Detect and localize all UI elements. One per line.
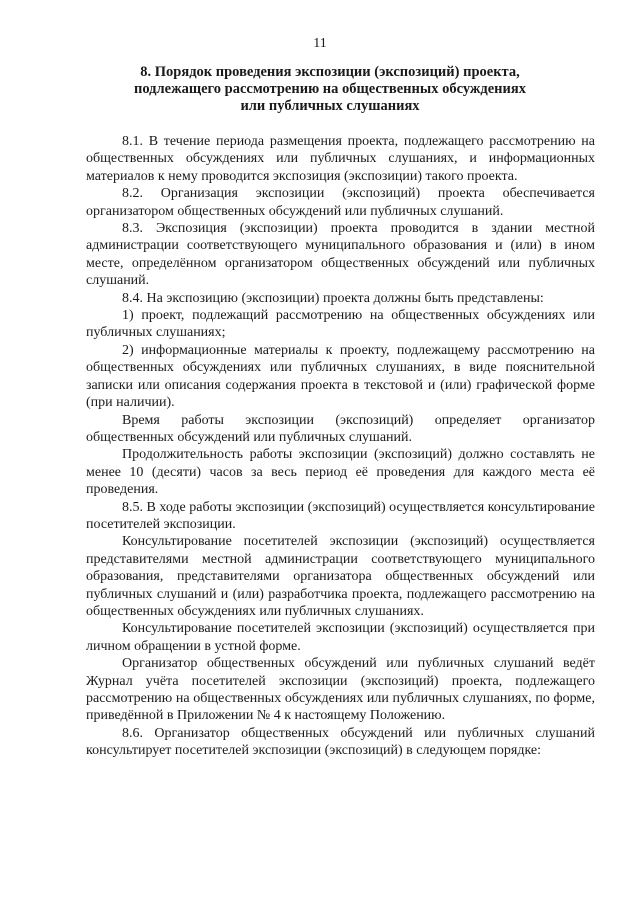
paragraph-work-time: Время работы экспозиции (экспозиций) определяет организатор общественных обсуждений или публичных слушаний. xyxy=(86,412,595,445)
page-number: 11 xyxy=(313,36,327,51)
paragraph-consulting-who: Консультирование посетителей экспозиции (экспозиций) осуществляется представителями местной администрации соответствующего муниципального образования, представителями организатора общественных обсуждений или публичных слушаний и (или) разработчика проекта, подлежащего рассмотрению на общественных обсуждениях или публичных слушаниях. xyxy=(86,534,595,619)
paragraph-8-3: 8.3. Экспозиция (экспозиции) проекта проводится в здании местной администрации соответствующего муниципального образования и (или) в ином месте, определённом организатором общественных обсуждений или публичных слушаний. xyxy=(86,221,595,289)
section-title-line: или публичных слушаниях xyxy=(240,98,420,114)
paragraph-consulting-form: Консультирование посетителей экспозиции (экспозиций) осуществляется при личном обращении в устной форме. xyxy=(86,621,595,654)
paragraph-8-1: 8.1. В течение периода размещения проекта, подлежащего рассмотрению на общественных обсуждениях или публичных слушаниях, и информационных материалов к нему проводится экспозиция (экспозиции) такого проекта. xyxy=(86,134,595,184)
list-item-2: 2) информационные материалы к проекту, подлежащему рассмотрению на общественных обсуждениях или публичных слушаниях, в виде пояснительной записки или описания содержания проекта в текстовой и (или) графической форме (при наличии). xyxy=(86,342,595,411)
paragraph-8-4: 8.4. На экспозицию (экспозиции) проекта должны быть представлены: xyxy=(122,290,544,306)
section-title-line: 8. Порядок проведения экспозиции (экспозиций) проекта, xyxy=(140,64,520,80)
paragraph-8-2: 8.2. Организация экспозиции (экспозиций) проекта обеспечивается организатором общественных обсуждений или публичных слушаний. xyxy=(86,186,595,219)
paragraph-duration: Продолжительность работы экспозиции (экспозиций) должно составлять не менее 10 (десяти) часов за весь период её проведения для каждого места её проведения. xyxy=(86,447,595,498)
section-title-line: подлежащего рассмотрению на общественных обсуждениях xyxy=(134,81,526,97)
section-title xyxy=(118,64,542,115)
paragraph-8-5: 8.5. В ходе работы экспозиции (экспозиций) осуществляется консультирование посетителей экспозиции. xyxy=(86,499,595,532)
paragraph-8-6: 8.6. Организатор общественных обсуждений или публичных слушаний консультирует посетителей экспозиции (экспозиций) в следующем порядке: xyxy=(86,725,595,759)
paragraph-journal: Организатор общественных обсуждений или публичных слушаний ведёт Журнал учёта посетителей экспозиции (экспозиций) проекта, подлежащего рассмотрению на общественных обсуждениях или публичных слушаниях, по форме, приведённой в Приложении № 4 к настоящему Положению. xyxy=(86,656,595,724)
list-item-1: 1) проект, подлежащий рассмотрению на общественных обсуждениях или публичных слушаниях; xyxy=(86,308,595,341)
section-body xyxy=(86,133,595,760)
